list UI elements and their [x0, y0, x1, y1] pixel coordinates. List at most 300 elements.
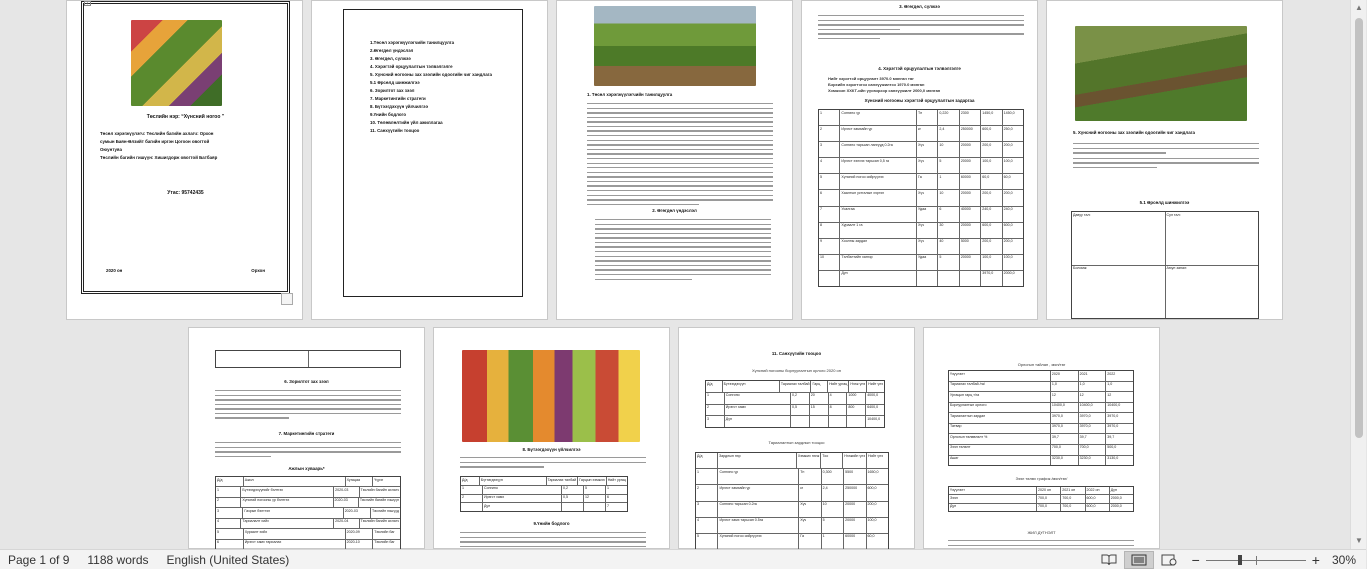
total-line-3: Хэмжээн ХХКТ-ийн үүсвэрээр санхүүжилт 2000,0 мянган — [828, 88, 941, 93]
table-cell: Үүрэг — [374, 477, 384, 482]
threats-label: Аюул занал: — [1166, 266, 1188, 270]
table-cell: 1,0 — [1107, 382, 1113, 387]
table-cell: 1 — [461, 486, 483, 494]
table-row — [819, 190, 1023, 206]
table-row — [216, 529, 400, 539]
table-cell: Бүтээгдэхүүнийг бэлтгэх — [241, 487, 334, 496]
table-cell: 15 — [810, 405, 829, 416]
table-cell: 20 — [810, 393, 829, 404]
table-cell: 20000 — [960, 223, 981, 238]
schedule-title: Ажлын хуваарь* — [288, 466, 325, 471]
table-cell: 5 — [696, 534, 718, 549]
table-cell: кг — [799, 485, 821, 500]
table-cell: 5 — [216, 529, 244, 538]
table-cell — [810, 416, 829, 427]
table-cell: Хураалт хийх — [244, 529, 346, 538]
table-cell: 2300 — [960, 110, 981, 125]
table-cell: 12 — [1051, 392, 1079, 402]
table-cell: 3 — [706, 416, 725, 427]
table-cell: 2000,0 — [1110, 495, 1122, 500]
table-cell: Төслийн баг — [374, 540, 395, 545]
table-row — [819, 142, 1023, 158]
table-cell: Дүн — [949, 504, 1037, 511]
zoom-level[interactable]: 30% — [1331, 552, 1356, 567]
table-cell: 2 — [696, 485, 718, 500]
document-page-5[interactable] — [1046, 0, 1283, 320]
table-cell: 12 — [1079, 392, 1107, 402]
table-cell: Ирэгст хэлхэх тарьсан 0,5 га — [840, 158, 917, 173]
table-cell: Сонгино тарьсан лангууд 0.2га — [840, 142, 917, 157]
zoom-out-button[interactable]: − — [1191, 551, 1200, 568]
table-cell: 40 — [938, 239, 959, 254]
table-cell: Д/д — [216, 477, 244, 486]
table-cell: 1 — [822, 534, 844, 549]
paragraph-lines — [948, 540, 1134, 549]
table-cell: 20000 — [844, 502, 866, 517]
zoom-slider[interactable] — [1206, 555, 1306, 565]
weaknesses-label: Сул тал: — [1166, 212, 1181, 217]
costs-table — [818, 109, 1024, 287]
table-cell — [960, 271, 981, 286]
page-border — [81, 1, 290, 294]
table-cell: 4 — [216, 519, 241, 528]
numbered-list — [595, 219, 771, 283]
table-cell: Сонгино үр — [718, 469, 799, 484]
table-cell — [461, 503, 483, 511]
planting-costs-table — [695, 452, 889, 550]
table-cell: Хураалт 1 га — [840, 223, 917, 238]
table-cell: Хүч — [917, 142, 938, 157]
table-cell: 1450,0 — [1003, 110, 1015, 115]
table-cell: Сонгино — [725, 393, 791, 404]
table-cell: 200,0 — [981, 239, 1002, 254]
table-cell: Хүнсний ногоо сийрүүлэх — [840, 174, 917, 189]
table-row — [216, 508, 400, 518]
table-cell: 3970,0 — [1051, 424, 1079, 434]
document-page-7[interactable] — [433, 327, 670, 549]
book-icon — [1101, 554, 1117, 566]
table-cell: 500,0 — [1107, 445, 1117, 450]
table-cell: Нийт ургац — [828, 381, 849, 392]
table-cell: Төслийн гишүүд — [372, 508, 400, 513]
phone: Утас: 95742435 — [167, 190, 204, 196]
table-cell: Ашиг — [949, 456, 1051, 466]
table-cell — [917, 271, 938, 286]
table-cell: Д/д — [696, 453, 718, 468]
section-5-1-heading: 5.1 Өрсөлд шинжилгээ — [1139, 200, 1190, 205]
table-cell — [584, 503, 606, 511]
table-cell: Бүтээгдэхүүн — [723, 381, 780, 392]
table-cell: 20000 — [960, 142, 981, 157]
planting-costs-title: Тариалалтын зардлын тооцоо — [768, 440, 825, 445]
table-cell: Хүч — [917, 239, 938, 254]
scroll-up-icon[interactable]: ▲ — [1355, 3, 1363, 12]
table-cell: 12 — [1107, 392, 1112, 397]
table-cell: 8 — [819, 223, 840, 238]
table-cell: 7 — [819, 207, 840, 222]
table-cell: Дүн — [725, 416, 791, 427]
table-row — [819, 223, 1023, 239]
table-cell: Ирэгст хамх тариалах — [244, 540, 346, 549]
table-row — [696, 534, 888, 549]
conclusion-heading: ЖИЛ ДҮГНЭЛТ — [1027, 530, 1056, 535]
table-cell: Нэгжийн үнэ — [843, 453, 867, 468]
table-row — [949, 413, 1133, 424]
table-cell: 3 — [216, 508, 243, 517]
table-cell: Ирэгст хамх — [483, 495, 562, 503]
document-page-1[interactable] — [66, 0, 303, 320]
table-row — [819, 126, 1023, 142]
table-cell: 2,4 — [822, 485, 844, 500]
table-cell: 2 — [216, 498, 241, 507]
table-cell: Газрын бэлтгэл — [243, 508, 343, 517]
table-cell: Хаалтын устгалын хэргэл — [840, 190, 917, 205]
table-cell: Нийт ургац — [607, 477, 626, 482]
table-cell: 800 — [847, 405, 866, 416]
table-cell: 1650,0 — [867, 469, 879, 474]
strengths-label: Давуу тал: — [1073, 212, 1091, 217]
table-cell: Тэлбэлтийн хагнзр — [840, 255, 917, 270]
table-row — [706, 393, 884, 405]
section-6-heading: 6. Зорилтот зах зээл — [284, 379, 329, 384]
table-cell: 2000,0 — [1110, 504, 1122, 509]
table-cell: 10400,0 — [1079, 403, 1107, 413]
table-cell: 8 — [829, 405, 848, 416]
table-cell: 20000 — [960, 190, 981, 205]
table-cell: 3970,0 — [1107, 424, 1119, 429]
table-row — [949, 382, 1133, 393]
table-row — [461, 495, 627, 504]
table-cell: Ирэгст хамхайн үр — [840, 126, 917, 141]
table-row — [949, 445, 1133, 456]
table-cell: Орлогын төлөвлөлт % — [949, 434, 1051, 444]
table-cell: 60,0 — [1003, 174, 1011, 179]
table-row — [461, 503, 627, 511]
table-cell: 5500 — [844, 469, 866, 484]
table-cell: Тариалалтын зардал — [949, 413, 1051, 423]
status-bar — [0, 549, 1366, 569]
table-row — [696, 518, 888, 534]
table-cell: 2020 — [1051, 371, 1079, 381]
table-cell: Зээл — [949, 495, 1037, 502]
table-handle-icon[interactable]: + — [84, 1, 91, 6]
table-cell: Д/д — [461, 477, 480, 485]
table-row — [461, 477, 627, 486]
table-cell: Нийт үнэ — [868, 453, 883, 458]
table-cell: 1,0 — [1079, 382, 1107, 392]
field-workers-image — [594, 6, 756, 86]
table-cell: 200,0 — [1003, 142, 1013, 147]
table-cell: 39,7 — [1107, 434, 1115, 439]
place: Орхон — [251, 268, 265, 273]
table-cell: Тариалах талбай /га/ — [949, 382, 1051, 392]
table-row — [949, 504, 1133, 511]
table-cell: 2000,0 — [1003, 271, 1015, 276]
table-cell: 12 — [584, 495, 606, 503]
section-4-heading: 4. Хэрэгтэй орцуулалтын тэлвэлгэлге — [878, 66, 961, 71]
table-row — [819, 110, 1023, 126]
table-row — [949, 495, 1133, 503]
table-cell: Хүнсний ногооны үр бэлтгэх — [241, 498, 333, 507]
table-row — [696, 469, 888, 485]
table-cell: 5 — [822, 518, 844, 533]
table-row — [706, 416, 884, 427]
table-cell: 3230,0 — [1051, 456, 1079, 466]
paragraph-lines — [460, 532, 646, 550]
table-cell: 0,2 — [791, 393, 810, 404]
document-page-4[interactable] — [801, 0, 1038, 320]
table-cell: Төслийн баг — [374, 529, 395, 534]
table-cell: 2021 он — [1061, 487, 1085, 494]
table-cell: Төслийн багийн ахлагч — [360, 487, 399, 492]
table-cell: 39,7 — [1051, 434, 1079, 444]
table-cell: 2020-04 — [334, 519, 359, 528]
table-cell: 1 — [819, 110, 840, 125]
product-table — [460, 476, 628, 512]
farm-field-image — [1075, 26, 1247, 121]
table-cell: 4 — [696, 518, 718, 533]
table-cell: 40000 — [960, 207, 981, 222]
table-cell: Сонгино үр — [840, 110, 917, 125]
table-cell: Хэмжих нэгж — [797, 453, 821, 468]
table-cell: 6 — [216, 540, 244, 549]
table-cell: 1 — [938, 174, 959, 189]
table-cell: Гарцын хэмжээ — [578, 477, 607, 485]
table-row — [949, 456, 1133, 466]
table-cell: 600,0 — [981, 223, 1002, 238]
table-row — [819, 174, 1023, 190]
table-cell: Хүч — [917, 190, 938, 205]
table-cell: Тн — [799, 469, 821, 484]
table-cell: 200,0 — [1003, 239, 1013, 244]
table-cell: Татвар — [949, 424, 1051, 434]
table-cell: 10400,0 — [1051, 403, 1079, 413]
table-cell: Ирэгст хамх — [725, 405, 791, 416]
table-cell: Үзүүлэлт — [949, 487, 1037, 494]
cover-lines: Төсөл хэрэгжүүлэгч: Төслийн багийн ахлагч: Орхон сумын Баян-Өлзийт багийн иргэн Цогоон овогтой Оюунтуяа Төслийн багийн гишүүн: Хишигдорж овогтой Батбаяр — [100, 131, 218, 160]
table-cell: 2022 — [1107, 371, 1116, 376]
swot-table — [1071, 211, 1259, 319]
table-cell: 10 — [819, 255, 840, 270]
section-3-heading: 3. Өгөгдөл, сүлжээ — [899, 4, 940, 9]
paragraph-lines — [215, 442, 401, 460]
document-page-6[interactable] — [188, 327, 425, 549]
table-cell: 0,220 — [938, 110, 959, 125]
table-cell: 100,0 — [1003, 255, 1013, 260]
table-cell: 200,0 — [981, 142, 1002, 157]
table-cell: Нийт үнэ — [868, 381, 884, 386]
table-row — [216, 519, 400, 529]
table-cell: Хүч — [917, 158, 938, 173]
table-cell: 700,0 — [1051, 445, 1079, 455]
table-cell: Хүнсний ногоо сийрүүлэх — [718, 534, 799, 549]
table-cell: 2020 он — [1037, 487, 1061, 494]
table-cell: 6 — [607, 495, 609, 499]
table-cell: 5 — [938, 255, 959, 270]
table-cell: 10 — [822, 502, 844, 517]
sales-income-title: Хүнсний ногооны борлуулалтын орлого 2020 он — [752, 368, 841, 373]
table-cell: Төслийн багийн ахлагч — [360, 519, 399, 524]
table-cell: 240,0 — [1003, 207, 1013, 212]
table-cell: 700,0 — [1079, 445, 1107, 455]
table-cell: Удаа — [917, 207, 938, 222]
document-page-2[interactable] — [311, 0, 548, 320]
table-row — [696, 453, 888, 469]
table-row — [819, 239, 1023, 255]
table-cell: Га — [917, 174, 938, 189]
page-count[interactable]: Page 1 of 9 — [8, 552, 70, 567]
table-cell: Төслийн багийн гишүүн — [359, 498, 400, 503]
table-cell: Тн — [917, 110, 938, 125]
table-cell: Усалгаа — [840, 207, 917, 222]
table-cell: 60,0 — [867, 534, 875, 539]
table-cell: 2020-10 — [346, 540, 374, 549]
table-row — [949, 434, 1133, 445]
table-cell: Үзүүлэлт — [949, 371, 1051, 381]
table-cell: Сонгино тарьсан 0.2га — [718, 502, 799, 517]
table-cell: 250000 — [844, 485, 866, 500]
table-cell: 2020-03 — [334, 498, 359, 507]
table-cell: 39,7 — [1079, 434, 1107, 444]
table-cell: Хоолны зардал — [840, 239, 917, 254]
web-layout-button[interactable] — [1154, 551, 1184, 569]
table-row — [696, 502, 888, 518]
table-cell: 3970,0 — [1079, 413, 1107, 423]
table-row — [696, 485, 888, 501]
table-cell: 200,0 — [1003, 190, 1013, 195]
table-row — [949, 392, 1133, 403]
page-corner-box — [281, 293, 293, 305]
income-statement-title: Орлогын тайлан , мян/төг — [1017, 362, 1066, 367]
table-cell: 600,0 — [981, 126, 1002, 141]
table-cell: 60,0 — [981, 174, 1002, 189]
table-cell: Сонгино — [483, 486, 562, 494]
zoom-slider-knob[interactable] — [1238, 555, 1242, 565]
table-cell: Бүтээгдэхүүн — [480, 477, 547, 485]
table-cell: 4000,0 — [867, 393, 879, 398]
table-cell: Зээл төлөлт — [949, 445, 1051, 455]
table-cell: 0,300 — [822, 469, 844, 484]
language-indicator[interactable]: English (United States) — [166, 552, 290, 567]
table-of-contents: 1.Төсөл хэрэгжүүлэгчийн танилцуулга 2.Өгөгдөл үндэслэл 3. Өгөгдөл, сүлжээ 4. Хэрэгтэй орцуулалтын тэлвэлгэлге 5. Хүнсний ногооны зах зээлийн одоогийн чиг хандлага 5.1 Өрсөлд шинжилгээ 6. Зорилтот зах зээл 7. Маркетингийн стратеги 8. Бүтээгдэхүүн үйлчилгээ 9.Үнийн бодлого 10. Төлөвлөлтийн үйл ажиллагаа 11. Санхүүгийн тооцоо — [370, 40, 492, 133]
table-cell: 700,0 — [1037, 504, 1061, 511]
document-page-8[interactable] — [678, 327, 915, 549]
vertical-scrollbar[interactable] — [1350, 0, 1366, 549]
table-cell: 9 — [819, 239, 840, 254]
table-row — [706, 381, 884, 393]
table-cell: Тариалах талбай — [780, 381, 812, 392]
table-cell: 250,0 — [1003, 126, 1013, 131]
print-layout-button[interactable] — [1124, 551, 1154, 569]
table-cell: 5 — [938, 158, 959, 173]
section-7-heading: 7. Маркетингийн стратеги — [278, 431, 335, 436]
zoom-in-button[interactable]: + — [1311, 551, 1320, 568]
table-cell — [847, 416, 866, 427]
paragraph-lines — [215, 390, 401, 422]
table-cell: 30 — [938, 223, 959, 238]
table-cell: 2 — [706, 405, 725, 416]
read-mode-button[interactable] — [1094, 551, 1124, 569]
costs-table-title: Хүнсний ногооны хэрэгтэй орцуулалтын задаргаа — [864, 98, 975, 103]
table-cell: Га — [799, 534, 821, 549]
table-cell: 3970,0 — [1079, 424, 1107, 434]
table-cell: Ажил — [244, 477, 346, 486]
table-cell: Ургацын гарц т/га — [949, 392, 1051, 402]
table-cell: 4 — [819, 158, 840, 173]
table-row — [819, 207, 1023, 223]
document-page-3[interactable] — [556, 0, 793, 320]
table-cell: 1 — [706, 393, 725, 404]
table-cell — [562, 503, 584, 511]
year: 2020 он — [106, 268, 123, 273]
scroll-down-icon[interactable]: ▼ — [1355, 536, 1363, 545]
table-cell: 6 — [938, 207, 959, 222]
section-5-heading: 5. Хүнсний ногооны зах зээлийн одоогийн чиг хандлага — [1073, 130, 1195, 135]
table-cell: 60000 — [844, 534, 866, 549]
table-cell: 10400,0 — [1107, 403, 1121, 408]
word-count[interactable]: 1188 words — [87, 552, 149, 567]
table-cell: Хүч — [917, 223, 938, 238]
section-8-heading: 8. Бүтээгдэхүүн үйлчилгээ — [522, 447, 581, 452]
total-line-2: Бэрхийн хэрэгтэгээ санхүүжилтээ 1970.0 мянган — [828, 82, 925, 87]
table-cell: 3230,0 — [1079, 456, 1107, 466]
table-cell: Хүч — [799, 502, 821, 517]
paragraph-lines — [460, 457, 646, 471]
table-cell: 250000 — [960, 126, 981, 141]
table-row — [949, 487, 1133, 495]
table-cell: 2021 — [1079, 371, 1107, 381]
table-cell: 20000 — [960, 255, 981, 270]
table-row — [461, 486, 627, 495]
table-cell: 20000 — [844, 518, 866, 533]
swot-table-continued — [215, 350, 401, 368]
section-11-heading: 11. Санхүүгийн тооцоо — [771, 351, 822, 356]
table-cell — [791, 416, 810, 427]
table-cell: Ирэгст хамх тарьсан 0.5га — [718, 518, 799, 533]
table-cell: Тоо — [821, 453, 843, 468]
table-cell: 700,0 — [1061, 495, 1085, 502]
table-cell: 1 — [216, 487, 241, 496]
table-cell: 10 — [938, 190, 959, 205]
table-cell: 2 — [461, 495, 483, 503]
table-cell: Д/д — [706, 381, 723, 392]
table-cell: 10 — [938, 142, 959, 157]
document-page-9[interactable] — [923, 327, 1160, 549]
table-cell: Дүн — [483, 503, 562, 511]
table-cell: 100,0 — [981, 158, 1002, 173]
opportunities-label: Боломж: — [1073, 266, 1088, 270]
loan-schedule-table — [948, 486, 1134, 512]
table-cell: 3970,0 — [1051, 413, 1079, 423]
table-cell: 6400,0 — [867, 405, 879, 409]
table-row — [819, 271, 1023, 286]
table-cell: 3970,0 — [981, 271, 1002, 286]
table-row — [216, 498, 400, 508]
table-cell: 3970,0 — [1107, 413, 1119, 418]
table-row — [706, 405, 884, 417]
table-cell: 2 — [819, 126, 840, 141]
table-cell: 100,0 — [867, 518, 877, 523]
scroll-thumb[interactable] — [1355, 18, 1363, 438]
table-row — [216, 477, 400, 487]
table-cell: Борлуулалтын орлого — [949, 403, 1051, 413]
table-cell: Гарц — [811, 381, 828, 392]
vegetables-image — [131, 20, 222, 106]
table-cell: 5 — [584, 486, 606, 494]
table-cell: 600,0 — [1003, 223, 1013, 228]
table-cell: 600,0 — [867, 485, 877, 490]
table-cell: 100,0 — [981, 255, 1002, 270]
